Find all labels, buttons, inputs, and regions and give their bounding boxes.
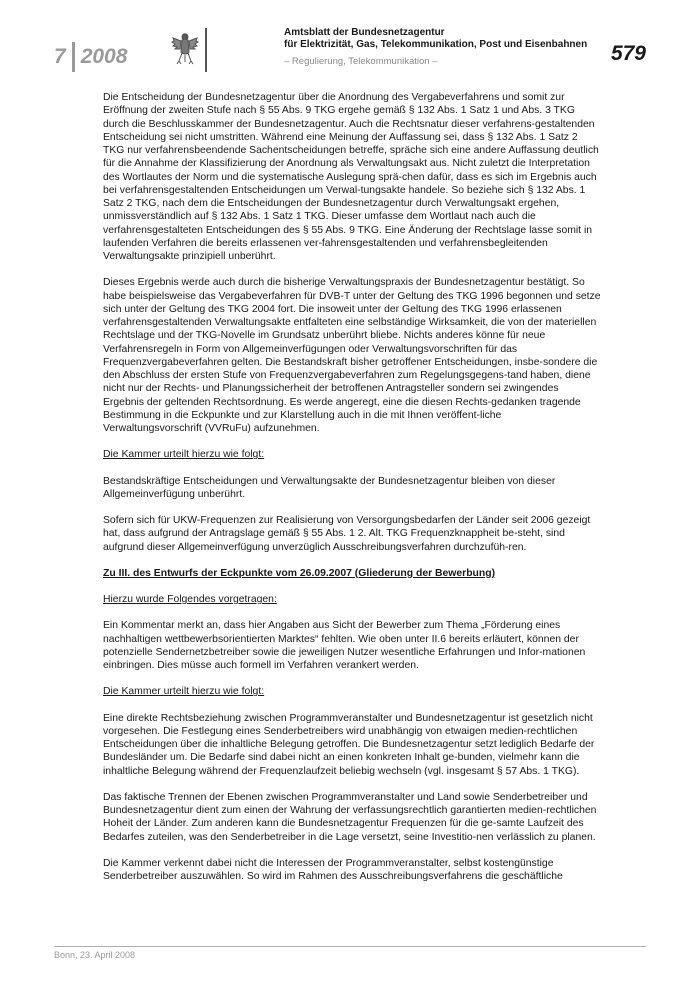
paragraph: Sofern sich für UKW-Frequenzen zur Realisierung von Versorgungsbedarfen der Länder seit 2006 gezeigt hat, dass aufgrund der Antragslage gemäß § 55 Abs. 1 2. Alt. TKG Frequenzknappheit be-steht, sind aufgrund dieser Allgemeinverfügung unverzüglich Ausschreibungsverfahren durchzufüh-ren. xyxy=(103,515,591,553)
issue-divider xyxy=(72,42,75,72)
gazette-title-line1: Amtsblatt der Bundesnetzagentur xyxy=(284,27,445,38)
chamber-verdict-label: Die Kammer urteilt hierzu wie folgt: xyxy=(103,449,265,461)
page-number: 579 xyxy=(610,42,646,65)
document-body xyxy=(103,91,601,896)
gazette-title xyxy=(284,27,587,51)
issue-year: 2008 xyxy=(80,45,128,68)
paragraph: Ein Kommentar merkt an, dass hier Angaben aus Sicht der Bewerber zum Thema „Förderung eines nachhaltigen wettbewerbsorientierten Marktes“ fehlten. Wie oben unter II.6 bereits erläutert, können der potenzielle Sendernetzbetreiber sowie die jeweiligen Nutzer wesentliche Erfahrungen und Infor-mationen einbringen. Dies müsse auch formell im Verfahren verankert werden. xyxy=(103,620,586,671)
footer-rule xyxy=(54,946,646,947)
chamber-verdict-label: Die Kammer urteilt hierzu wie folgt: xyxy=(103,686,265,698)
issue-marker xyxy=(54,42,127,72)
federal-eagle-icon xyxy=(170,28,200,66)
gazette-section: – Regulierung, Telekommunikation – xyxy=(284,56,438,67)
page-header xyxy=(0,0,700,80)
footer-place-date: Bonn, 23. April 2008 xyxy=(54,950,136,960)
submissions-label: Hierzu wurde Folgendes vorgetragen: xyxy=(103,594,277,605)
paragraph: Die Entscheidung der Bundesnetzagentur über die Anordnung des Vergabeverfahrens und somit zur Eröffnung der zweiten Stufe nach § 55 Abs. 9 TKG ergehe gemäß § 132 Abs. 1 Satz 1 und Abs. 3 TKG durch die Beschlusskammer der Bundesnetzagentur. Auch die Rechtsnatur dieser verfahrens-gestaltenden Entscheidung sei nicht umstritten. Während eine Meinung der Auffassung sei, dass § 132 Abs. 1 Satz 2 TKG nur verfahrensbeendende Sachentscheidungen betreffe, spräche sich eine andere Auffassung deutlich für die Annahme der Klassifizierung der Anordnung als Verwaltungsakt aus. Nicht zuletzt die Interpretation des Wortlautes der Norm und die systematische Auslegung sprä-chen dafür, dass es sich im Ergebnis auch bei verfahrensgestaltenden Entscheidungen um Verwal-tungsakte handele. So beziehe sich § 132 Abs. 1 Satz 2 TKG, nach dem die Entscheidungen der Bundesnetzagentur durch Verwaltungsakt ergehen, unmissverständlich auf § 132 Abs. 1 Satz 1 TKG. Dieser umfasse dem Wortlaut nach auch die verfahrensgestalteten Entscheidungen des § 55 Abs. 9 TKG. Eine Änderung der Rechtslage lasse somit in laufenden Verfahren die bereits erlassenen ver-fahrensgestaltenden und verfahrensbegleitenden Verwaltungsakte prinzipiell unberührt. xyxy=(103,92,599,262)
section-heading: Zu III. des Entwurfs der Eckpunkte vom 26.09.2007 (Gliederung der Bewerbung) xyxy=(103,567,496,579)
paragraph: Dieses Ergebnis werde auch durch die bisherige Verwaltungspraxis der Bundesnetzagentur bestätigt. So habe beispielsweise das Vergabeverfahren für DVB-T unter der Geltung des TKG 1996 begonnen und setze sich unter der Geltung des TKG 2004 fort. Die insoweit unter der Geltung des TKG 1996 erlassenen verfahrensgestaltenden Verwaltungsakte entfalteten eine selbständige Wirksamkeit, die von der materiellen Rechtslage und der TKG-Novelle im Grundsatz unberührt bliebe. Nichts anderes könne für neue Verfahrensregeln in Form von Allgemeinverfügungen oder Verwaltungsvorschriften für das Frequenzvergabeverfahren gelten. Die Bestandskraft bisher getroffener Entscheidungen, insbe-sondere die den Abschluss der ersten Stufe von Frequenzvergabeverfahren zum Regelungsgegens-tand haben, diene nicht nur der Rechts- und Planungssicherheit der betroffenen Antragsteller sondern sei zwingendes Ergebnis der geltenden Rechtsordnung. Es werde angeregt, eine die diesen Rechts-gedanken tragende Bestimmung in die Eckpunkte und zur Klarstellung auch in die mit Ihnen veröffent-liche Verwaltungsvorschrift (VVRuFu) aufzunehmen. xyxy=(103,277,601,434)
paragraph: Eine direkte Rechtsbeziehung zwischen Programmveranstalter und Bundesnetzagentur ist gesetzlich nicht vorgesehen. Die Festlegung eines Senderbetreibers wird unabhängig von etwaigen medien-rechtlichen Entscheidungen über die inhaltliche Belegung getroffen. Die Bundesnetzagentur setzt lediglich Bedarfe der Bundesländer um. Die Bedarfe sind dabei nicht an einen konkreten Inhalt ge-bunden, vielmehr kann die inhaltliche Belegung während der Frequenzlaufzeit beliebig wechseln (vgl. insgesamt § 57 Abs. 1 TKG). xyxy=(103,712,595,777)
issue-number: 7 xyxy=(54,45,66,68)
gazette-title-line2: für Elektrizität, Gas, Telekommunikation, Post und Eisenbahnen xyxy=(284,39,588,50)
paragraph: Die Kammer verkennt dabei nicht die Interessen der Programmveranstalter, selbst kostengünstige Senderbetreiber auszuwählen. So wird im Rahmen des Ausschreibungsverfahrens die geschäftliche xyxy=(103,857,563,882)
paragraph: Bestandskräftige Entscheidungen und Verwaltungsakte der Bundesnetzagentur bleiben von dieser Allgemeinverfügung unberührt. xyxy=(103,475,556,500)
paragraph: Das faktische Trennen der Ebenen zwischen Programmveranstalter und Land sowie Senderbetreiber und Bundesnetzagentur dient zum einen der Wahrung der verfassungsrechtlich garantierten medien-rechtlichen Hoheit der Länder. Zum anderen kann die Bundesnetzagentur Frequenzen für die ge-samte Laufzeit des Bedarfes zuteilen, was den Senderbetreiber in die Lage versetzt, seine Investitio-nen verlässlich zu planen. xyxy=(103,791,597,843)
header-divider xyxy=(205,28,207,72)
